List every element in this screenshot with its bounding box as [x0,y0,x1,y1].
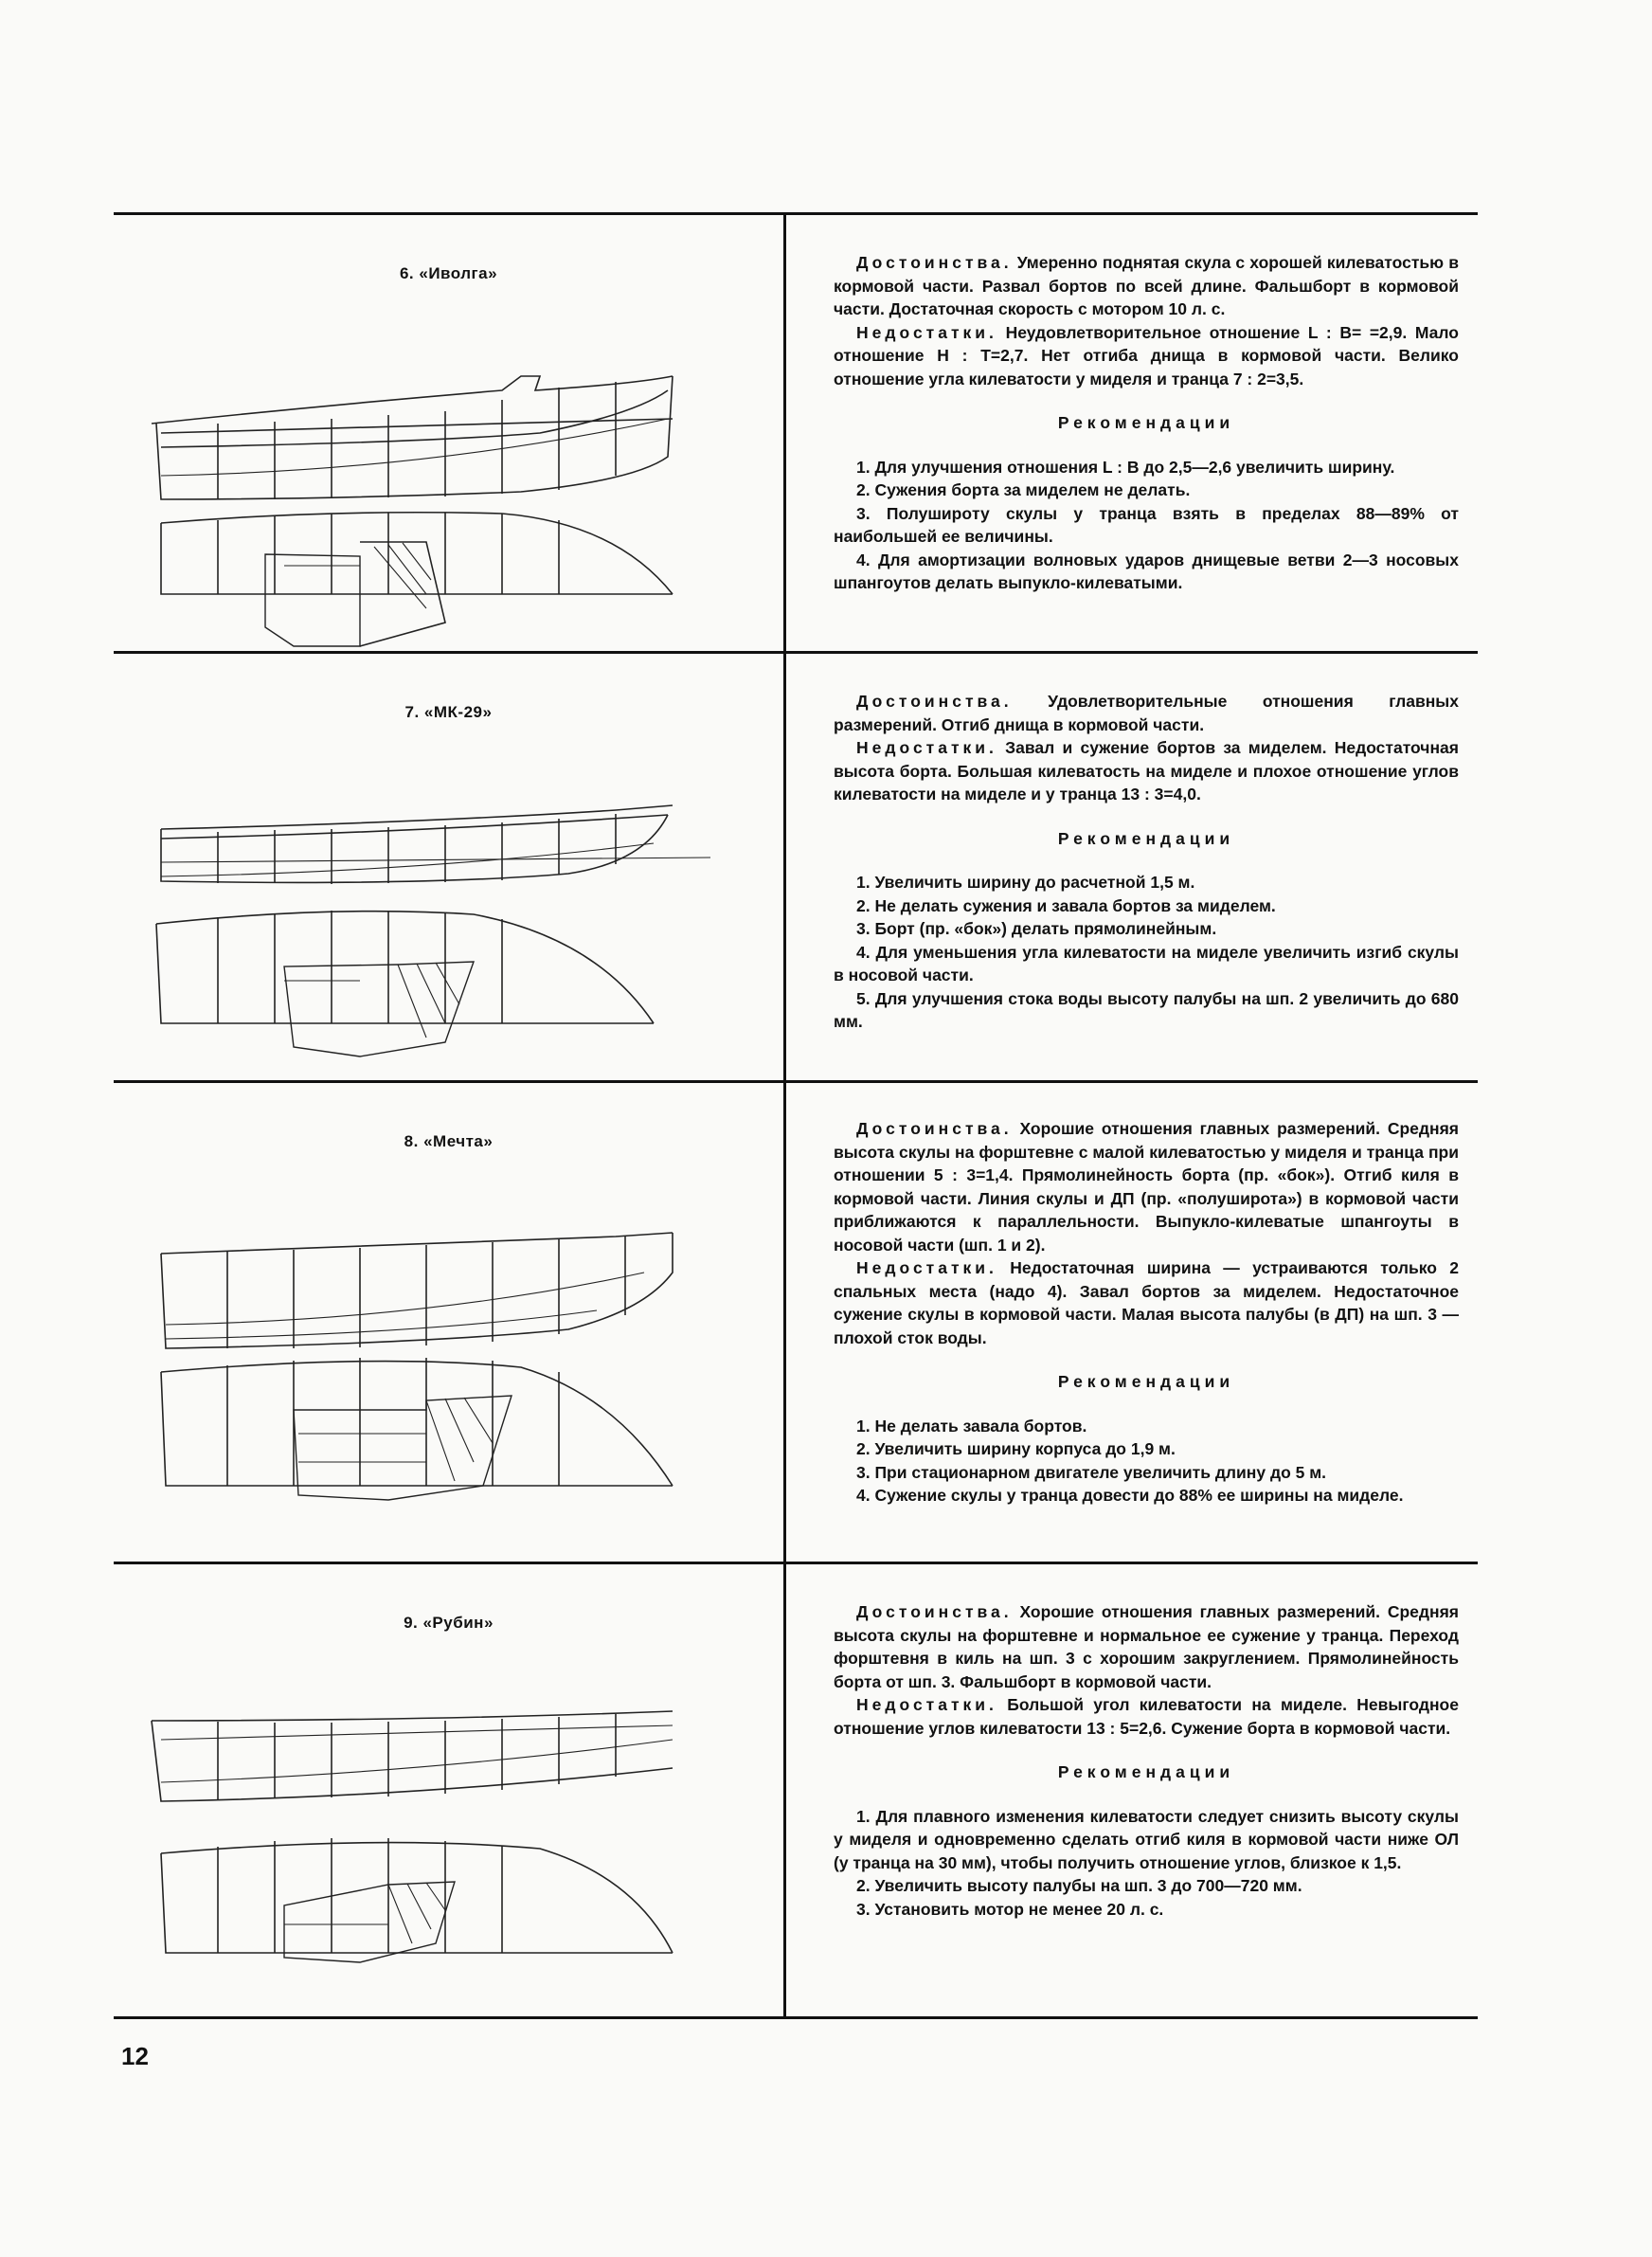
boat-title: 9. «Рубин» [404,1614,494,1632]
flaws-label: Недостатки. [856,1695,997,1714]
recommendation-item: 3. Борт (пр. «бок») делать прямолинейным. [856,919,1217,938]
hull-drawing [142,1159,777,1557]
recommendation-item: 1. Увеличить ширину до расчетной 1,5 м. [856,873,1195,892]
merits-label: Достоинства. [856,692,1013,711]
drawing-cell [114,215,783,651]
flaws-text: Недостаточная ширина — устраиваются только 2 спальных места (надо 4). Завал бортов за миделем. Недостаточное сужение скулы в кормовой части. Малая высота палубы (в ДП) на шп. 3 — плохой сток воды. [834,1258,1459,1347]
flaws-label: Недостатки. [856,322,997,342]
recommendation-item: 3. Полуширoту скулы у транца взять в пределах 88—89% от наибольшей ее величины. [834,503,1459,546]
merits-paragraph [834,1600,1459,1693]
flaws-paragraph [834,321,1459,391]
text-cell [834,690,1459,1034]
merits-paragraph [834,251,1459,321]
drawing-cell [114,654,783,1080]
recommendation-item: 4. Для амортизации волновых ударов днищевые ветви 2—3 носовых шпангоутов делать выпукло-килеватыми. [834,550,1459,592]
merits-text: Умеренно поднятая скула с хорошей килеватостью в кормовой части. Развал бортов по всей длине. Фальшборт в кормовой части. Достаточная скорость с мотором 10 л. с. [834,253,1459,318]
recommendations-heading: Рекомендации [1057,1372,1235,1391]
hull-drawing [142,1631,777,2029]
merits-paragraph [834,1117,1459,1256]
recommendation-item: 2. Не делать сужения и завала бортов за миделем. [856,895,1276,915]
boat-title: 6. «Иволга» [399,264,498,282]
recommendation-item: 2. Сужения борта за миделем не делать. [856,480,1191,499]
flaws-paragraph [834,1256,1459,1349]
flaws-text: Неудовлетворительное отношение L : B= =2,9. Мало отношение H : T=2,7. Нет отгиба днища в кормовой части. Велико отношение угла килеватости у миделя и транца 7 : 2=3,5. [834,322,1459,388]
merits-paragraph [834,690,1459,736]
recommendation-item: 3. Установить мотор не менее 20 л. с. [856,1899,1164,1919]
recommendation-item: 3. При стационарном двигателе увеличить длину до 5 м. [856,1462,1327,1482]
section-mechta [114,1083,1478,1564]
flaws-text: Завал и сужение бортов за миделем. Недостаточная высота борта. Большая килеватость на миделе и плохое отношение углов килеватости на миделе и у транца 13 : 3=4,0. [834,738,1459,803]
drawing-cell [114,1083,783,1562]
section-rubin [114,1564,1478,2016]
flaws-text: Большой угол килеватости на миделе. Невыгодное отношение углов килеватости 13 : 5=2,6. Сужение борта в кормовой части. [834,1695,1459,1738]
merits-text: Хорошие отношения главных размерений. Средняя высота скулы на форштевне и нормальное ее сужение у транца. Переход форштевня в киль на шп. 3 с хорошим закруглением. Прямолинейность борта от шп. 3. Фальшборт в кормовой части. [834,1602,1459,1691]
recommendation-item: 4. Сужение скулы у транца довести до 88% ее ширины на миделе. [856,1486,1404,1505]
section-mk29 [114,654,1478,1083]
section-ivolga [114,215,1478,654]
merits-label: Достоинства. [856,253,1013,272]
text-cell [834,1117,1459,1508]
merits-label: Достоинства. [856,1119,1013,1138]
recommendations-heading: Рекомендации [1057,828,1235,848]
page-number: 12 [121,2042,149,2070]
recommendation-item: 4. Для уменьшения угла килеватости на миделе увеличить изгиб скулы в носовой части. [834,942,1459,984]
merits-text: Удовлетворительные отношения главных размерений. Отгиб днища в кормовой части. [834,692,1459,734]
boat-title: 8. «Мечта» [404,1132,494,1150]
boat-title: 7. «МК-29» [404,703,493,721]
flaws-label: Недостатки. [856,738,997,757]
recommendation-item: 2. Увеличить высоту палубы на шп. 3 до 700—720 мм. [856,1876,1302,1895]
recommendation-item: 1. Не делать завала бортов. [856,1416,1087,1435]
merits-label: Достоинства. [856,1602,1013,1621]
recommendation-item: 2. Увеличить ширину корпуса до 1,9 м. [856,1439,1176,1458]
table [114,212,1478,2019]
flaws-paragraph [834,1693,1459,1740]
text-cell [834,1600,1459,1921]
recommendation-item: 1. Для плавного изменения килеватости следует снизить высоту скулы у миделя и одновременно сделать отгиб киля в кормовой части ниже ОЛ (у транца на 30 мм), чтобы получить отношение углов, близкое к 1,5. [834,1806,1459,1872]
recommendations-heading: Рекомендации [1057,413,1235,432]
drawing-cell [114,1564,783,2016]
hull-drawing [142,720,777,1118]
recommendation-item: 5. Для улучшения стока воды высоту палубы на шп. 2 увеличить до 680 мм. [834,988,1459,1031]
merits-text: Хорошие отношения главных размерений. Средняя высота скулы на форштевне с малой килеватостью у миделя и транца при отношении 5 : 3=1,4. Прямолинейность борта (пр. «бок»). Отгиб киля в кормовой части. Линия скулы и ДП (пр. «полуширота») в кормовой части приближаются к параллельности. Выпукло-килеватые шпангоуты в носовой части (шп. 1 и 2). [834,1119,1459,1255]
hull-drawing [142,281,777,679]
recommendation-item: 1. Для улучшения отношения L : B до 2,5—2,6 увеличить ширину. [856,457,1395,477]
text-cell [834,251,1459,595]
recommendations-heading: Рекомендации [1057,1762,1235,1781]
flaws-paragraph [834,736,1459,806]
flaws-label: Недостатки. [856,1258,997,1277]
